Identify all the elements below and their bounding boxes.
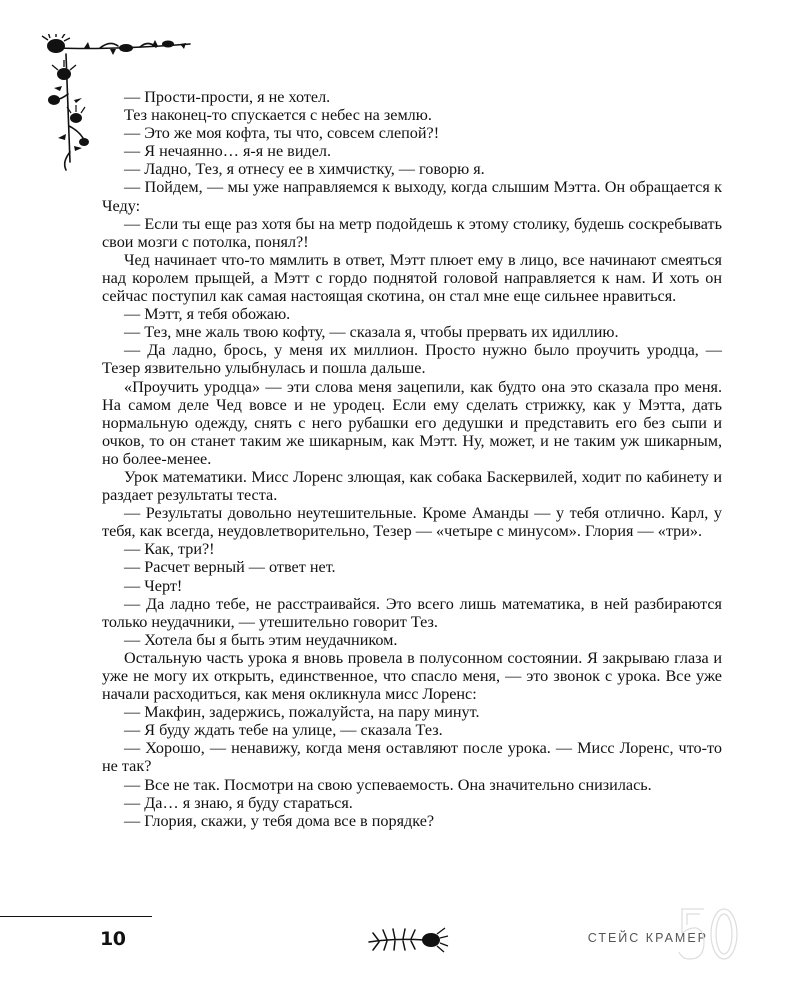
paragraph: Урок математики. Мисс Лоренс злющая, как собака Баскервилей, ходит по кабинету и раздает результаты теста. xyxy=(102,467,722,505)
paragraph: — Результаты довольно неутешительные. Кроме Аманды — у тебя отлично. Карл, у тебя, как всегда, неудовлетворительно, Тезер — «четыре с минусом». Глория — «три». xyxy=(102,504,722,541)
body-text xyxy=(102,88,722,830)
paragraph: Тез наконец-то спускается с небес на землю. xyxy=(124,106,432,125)
paragraph: — Мэтт, я тебя обожаю. xyxy=(124,305,291,324)
author-name: СТЕЙС КРАМЕР xyxy=(587,931,708,945)
paragraph: — Глория, скажи, у тебя дома все в порядке? xyxy=(124,811,435,830)
paragraph: — Все не так. Посмотри на свою успеваемость. Она значительно снизилась. xyxy=(124,775,652,794)
paragraph: — Прости-прости, я не хотел. xyxy=(124,88,331,106)
paragraph: — Хотела бы я быть этим неудачником. xyxy=(124,630,398,649)
paragraph: «Проучить уродца» — эти слова меня зацепили, как будто она это сказала про меня. На самом деле Чед вовсе и не уродец. Если ему сделать стрижку, как у Мэтта, дать нормальную одежду, снять с него рубашки его дедушки и представить его без сыпи и очков, то он станет таким же шикарным, как Мэтт. Ну, может, и не таким уж шикарным, но более-менее. xyxy=(102,377,722,468)
paragraph: — Да ладно тебе, не расстраивайся. Это всего лишь математика, в ней разбираются только неудачники, — утешительно говорит Тез. xyxy=(102,594,722,631)
paragraph: — Это же моя кофта, ты что, совсем слепой?! xyxy=(124,124,440,143)
paragraph: — Хорошо, — ненавижу, когда меня оставляют после урока. — Мисс Лоренс, что-то не так? xyxy=(102,739,722,776)
paragraph: Чед начинает что-то мямлить в ответ, Мэтт плюет ему в лицо, все начинают смеяться над королем прыщей, а Мэтт с гордо поднятой головой направляется к нам. И хоть он сейчас поступил как самая настоящая скотина, он стал мне еще сильнее нравиться. xyxy=(102,250,722,306)
paragraph: — Макфин, задержись, пожалуйста, на пару минут. xyxy=(124,703,480,722)
paragraph: Остальную часть урока я вновь провела в полусонном состоянии. Я закрываю глаза и уже не могу их открыть, единственное, что спасло меня, — это звонок с урока. Все уже начали расходиться, как меня окликнула мисс Лоренс: xyxy=(102,648,722,704)
paragraph: — Я нечаянно… я-я не видел. xyxy=(124,142,332,161)
page-number: 10 xyxy=(100,928,126,950)
paragraph: — Тез, мне жаль твою кофту, — сказала я, чтобы прервать их идиллию. xyxy=(124,323,619,342)
footer-rule xyxy=(0,916,152,917)
paragraph: — Черт! xyxy=(124,576,183,595)
paragraph: — Я буду ждать тебе на улице, — сказала Тез. xyxy=(124,721,443,740)
thistle-flourish-icon xyxy=(365,924,449,956)
paragraph: — Как, три?! xyxy=(124,540,215,559)
paragraph: — Ладно, Тез, я отнесу ее в химчистку, — говорю я. xyxy=(124,160,485,179)
decorative-page-number xyxy=(676,905,740,963)
paragraph: — Да… я знаю, я буду стараться. xyxy=(124,793,353,812)
paragraph: — Пойдем, — мы уже направляемся к выходу, когда слышим Мэтта. Он обращается к Чеду: xyxy=(102,178,722,215)
paragraph: — Расчет верный — ответ нет. xyxy=(124,558,336,577)
paragraph: — Да ладно, брось, у меня их миллион. Просто нужно было проучить уродца, — Тезер язвительно улыбнулась и пошла дальше. xyxy=(102,341,722,378)
paragraph: — Если ты еще раз хотя бы на метр подойдешь к этому столику, будешь соскребывать свои мозги с потолка, понял?! xyxy=(102,214,722,251)
